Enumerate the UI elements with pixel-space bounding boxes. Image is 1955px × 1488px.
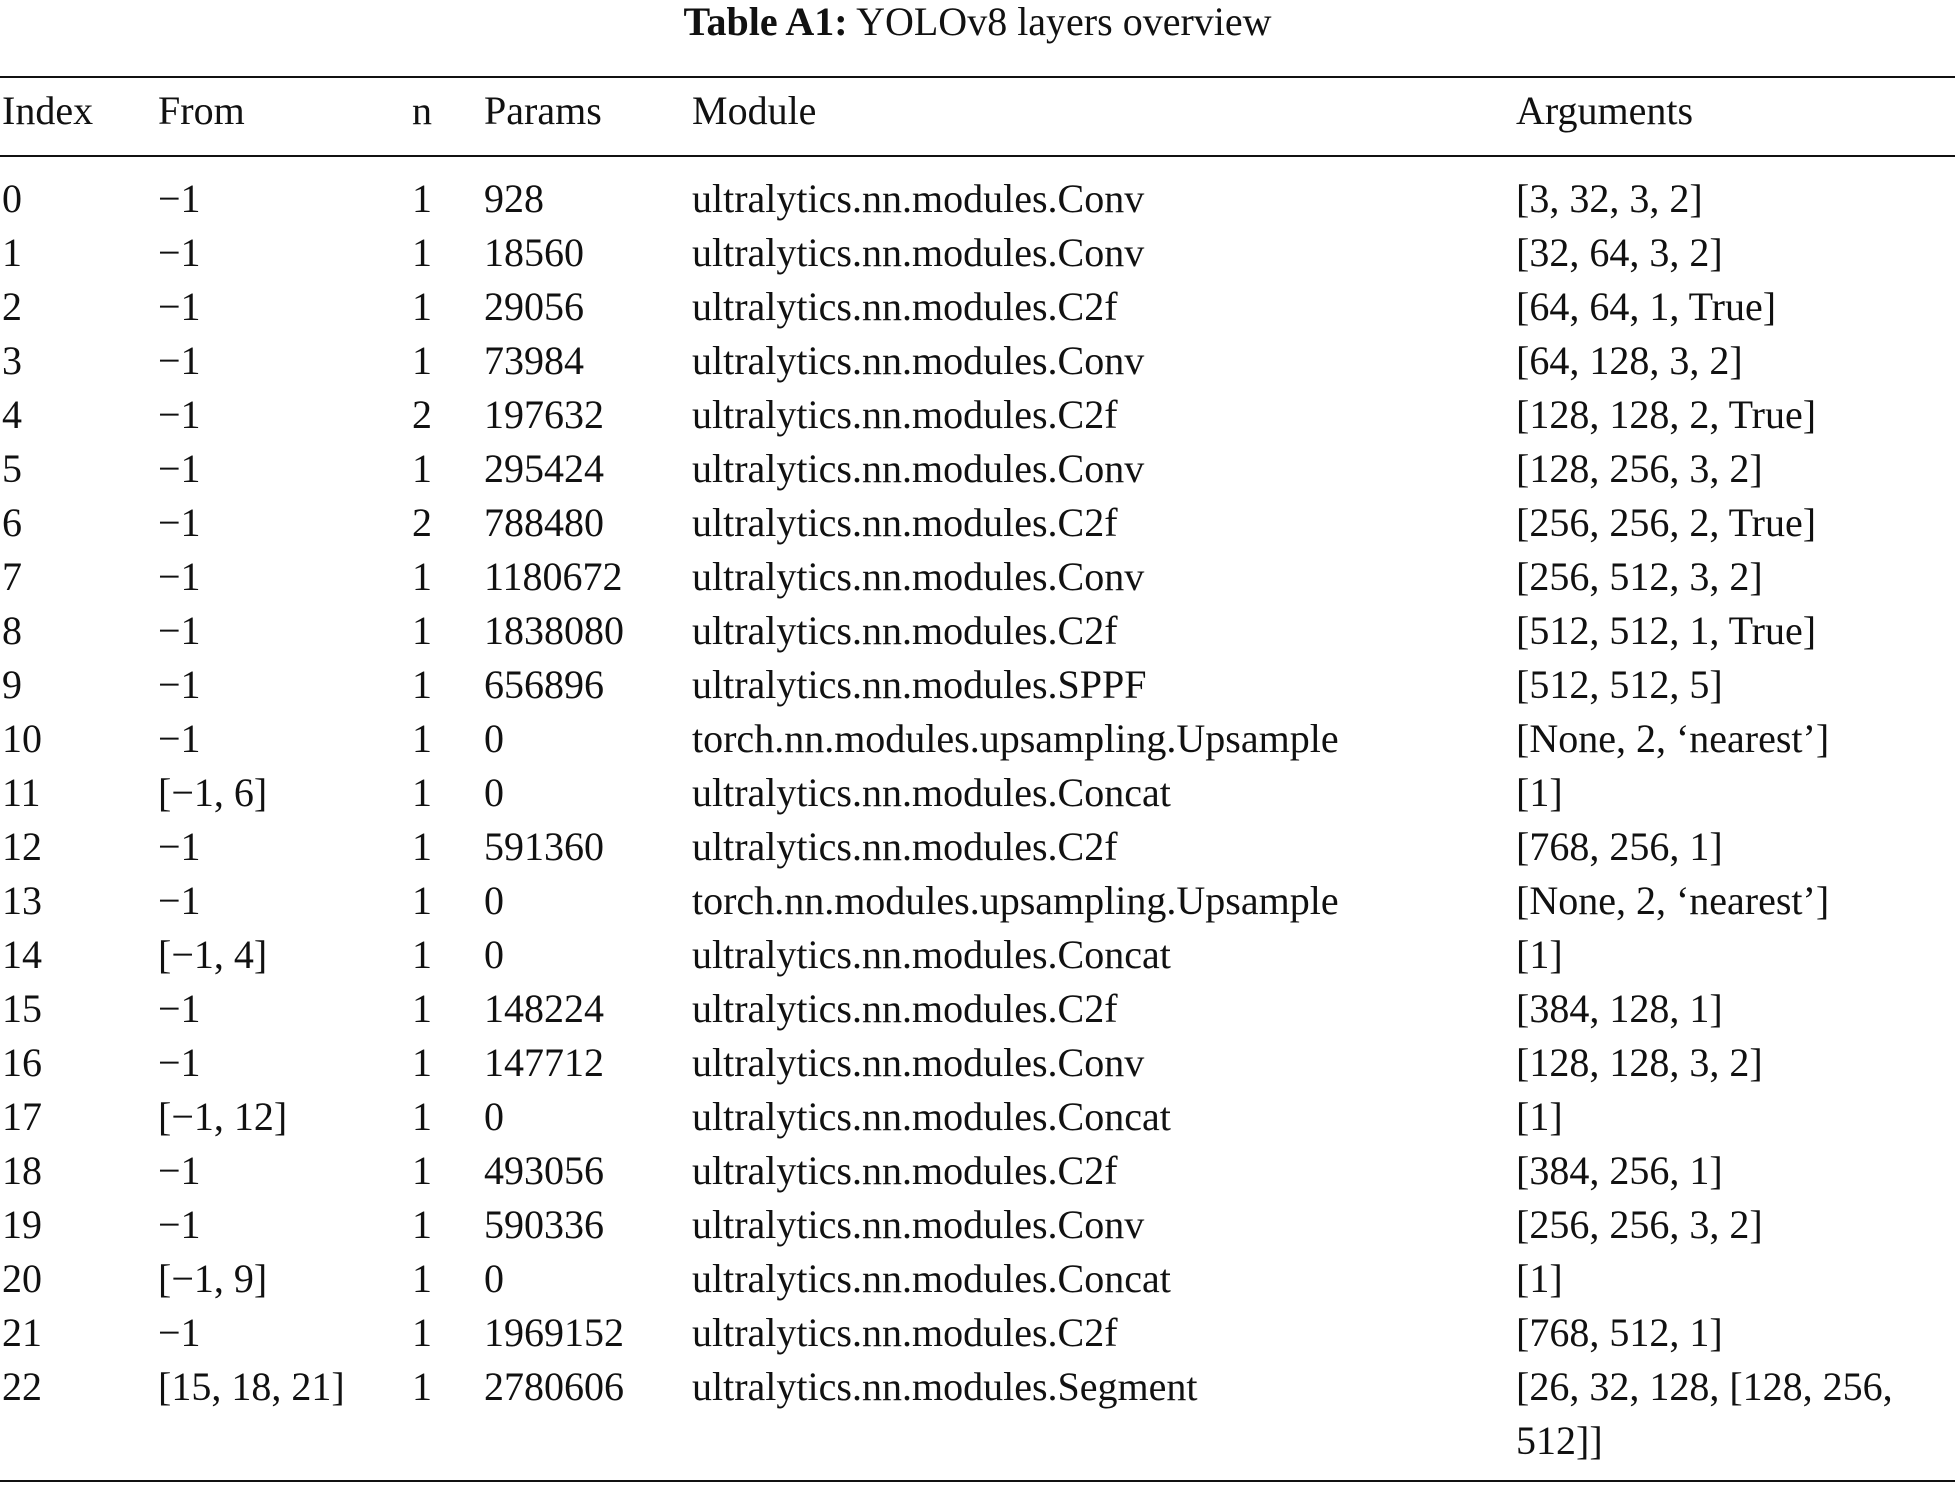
cell-index: 4 — [2, 392, 22, 437]
cell-index: 22 — [2, 1364, 42, 1409]
cell-n: 2 — [412, 500, 432, 545]
cell-module: ultralytics.nn.modules.Conv — [692, 446, 1145, 491]
cell-n: 1 — [412, 608, 432, 653]
cell-params: 788480 — [484, 500, 604, 545]
cell-index: 11 — [2, 770, 41, 815]
cell-from: −1 — [158, 824, 201, 869]
table-row — [0, 604, 1955, 658]
bottom-rule — [0, 1480, 1955, 1482]
cell-from: −1 — [158, 176, 201, 221]
cell-params: 197632 — [484, 392, 604, 437]
cell-module: ultralytics.nn.modules.Conv — [692, 230, 1145, 275]
cell-from: −1 — [158, 608, 201, 653]
cell-arguments: [768, 256, 1] — [1516, 824, 1723, 869]
table-row — [0, 550, 1955, 604]
cell-module: ultralytics.nn.modules.C2f — [692, 500, 1118, 545]
table-row — [0, 928, 1955, 982]
table-caption-title: YOLOv8 layers overview — [856, 0, 1272, 44]
cell-arguments: [256, 512, 3, 2] — [1516, 554, 1763, 599]
cell-module: ultralytics.nn.modules.Conv — [692, 176, 1145, 221]
table-row — [0, 172, 1955, 226]
cell-arguments: [384, 128, 1] — [1516, 986, 1723, 1031]
cell-module: ultralytics.nn.modules.Concat — [692, 932, 1171, 977]
table-row — [0, 496, 1955, 550]
cell-module: ultralytics.nn.modules.C2f — [692, 1310, 1118, 1355]
cell-params: 0 — [484, 1256, 504, 1301]
cell-index: 9 — [2, 662, 22, 707]
cell-arguments: [64, 128, 3, 2] — [1516, 338, 1743, 383]
cell-arguments: [128, 128, 2, True] — [1516, 392, 1817, 437]
cell-arguments: [384, 256, 1] — [1516, 1148, 1723, 1193]
cell-index: 16 — [2, 1040, 42, 1085]
cell-n: 1 — [412, 284, 432, 329]
cell-module: ultralytics.nn.modules.Conv — [692, 338, 1145, 383]
cell-arguments: [3, 32, 3, 2] — [1516, 176, 1703, 221]
cell-params: 1969152 — [484, 1310, 624, 1355]
cell-module: ultralytics.nn.modules.SPPF — [692, 662, 1147, 707]
cell-arguments: [32, 64, 3, 2] — [1516, 230, 1723, 275]
header-index: Index — [2, 88, 94, 133]
table-row — [0, 658, 1955, 712]
cell-from: [−1, 6] — [158, 770, 268, 815]
table-header-row — [0, 84, 1955, 138]
cell-index: 15 — [2, 986, 42, 1031]
cell-module: ultralytics.nn.modules.Conv — [692, 1040, 1145, 1085]
cell-arguments: [None, 2, ‘nearest’] — [1516, 878, 1830, 923]
cell-params: 0 — [484, 1094, 504, 1139]
cell-arguments: [1] — [1516, 932, 1563, 977]
cell-module: torch.nn.modules.upsampling.Upsample — [692, 716, 1339, 761]
cell-n: 1 — [412, 986, 432, 1031]
cell-params: 1838080 — [484, 608, 624, 653]
cell-n: 1 — [412, 554, 432, 599]
cell-module: ultralytics.nn.modules.Concat — [692, 770, 1171, 815]
table-row — [0, 1036, 1955, 1090]
cell-arguments: [768, 512, 1] — [1516, 1310, 1723, 1355]
cell-params: 928 — [484, 176, 544, 221]
cell-module: ultralytics.nn.modules.C2f — [692, 1148, 1118, 1193]
cell-index: 5 — [2, 446, 22, 491]
cell-from: −1 — [158, 1040, 201, 1085]
header-n: n — [412, 88, 432, 133]
cell-params: 493056 — [484, 1148, 604, 1193]
cell-module: ultralytics.nn.modules.C2f — [692, 392, 1118, 437]
cell-arguments: [128, 128, 3, 2] — [1516, 1040, 1763, 1085]
cell-arguments: [512, 512, 1, True] — [1516, 608, 1817, 653]
cell-n: 1 — [412, 1040, 432, 1085]
cell-params: 148224 — [484, 986, 604, 1031]
header-params: Params — [484, 88, 602, 133]
table-row — [0, 820, 1955, 874]
cell-arguments: [1] — [1516, 1256, 1563, 1301]
cell-n: 1 — [412, 1256, 432, 1301]
cell-index: 13 — [2, 878, 42, 923]
table-row — [0, 766, 1955, 820]
table-row — [0, 982, 1955, 1036]
cell-index: 12 — [2, 824, 42, 869]
cell-from: −1 — [158, 662, 201, 707]
cell-n: 1 — [412, 770, 432, 815]
cell-from: [15, 18, 21] — [158, 1364, 345, 1409]
cell-from: −1 — [158, 716, 201, 761]
table-caption-label: Table A1: — [683, 0, 848, 44]
cell-params: 73984 — [484, 338, 584, 383]
cell-from: −1 — [158, 1310, 201, 1355]
cell-index: 18 — [2, 1148, 42, 1193]
cell-module: ultralytics.nn.modules.Conv — [692, 554, 1145, 599]
cell-from: −1 — [158, 1202, 201, 1247]
cell-from: [−1, 9] — [158, 1256, 268, 1301]
cell-from: −1 — [158, 986, 201, 1031]
table-row — [0, 874, 1955, 928]
table-row — [0, 712, 1955, 766]
cell-n: 1 — [412, 932, 432, 977]
cell-module: ultralytics.nn.modules.Conv — [692, 1202, 1145, 1247]
cell-index: 7 — [2, 554, 22, 599]
cell-module: torch.nn.modules.upsampling.Upsample — [692, 878, 1339, 923]
table-caption — [0, 0, 1955, 44]
cell-from: −1 — [158, 230, 201, 275]
cell-arguments: [64, 64, 1, True] — [1516, 284, 1777, 329]
cell-params: 295424 — [484, 446, 604, 491]
cell-from: [−1, 4] — [158, 932, 268, 977]
cell-n: 1 — [412, 824, 432, 869]
header-from: From — [158, 88, 245, 133]
cell-n: 1 — [412, 1202, 432, 1247]
cell-index: 2 — [2, 284, 22, 329]
table-row — [0, 1090, 1955, 1144]
table-row — [0, 442, 1955, 496]
cell-index: 14 — [2, 932, 42, 977]
cell-module: ultralytics.nn.modules.C2f — [692, 824, 1118, 869]
table-row — [0, 388, 1955, 442]
cell-n: 1 — [412, 716, 432, 761]
table-row — [0, 1360, 1955, 1463]
cell-module: ultralytics.nn.modules.C2f — [692, 986, 1118, 1031]
header-arguments: Arguments — [1516, 88, 1694, 133]
cell-arguments: [256, 256, 2, True] — [1516, 500, 1817, 545]
cell-index: 10 — [2, 716, 42, 761]
header-rule — [0, 155, 1955, 157]
cell-arguments: [512, 512, 5] — [1516, 662, 1723, 707]
table-row — [0, 226, 1955, 280]
cell-index: 19 — [2, 1202, 42, 1247]
cell-params: 0 — [484, 770, 504, 815]
cell-params: 29056 — [484, 284, 584, 329]
cell-index: 1 — [2, 230, 22, 275]
cell-from: −1 — [158, 1148, 201, 1193]
cell-from: [−1, 12] — [158, 1094, 288, 1139]
cell-n: 1 — [412, 338, 432, 383]
cell-n: 1 — [412, 230, 432, 275]
table-row — [0, 1306, 1955, 1360]
cell-n: 1 — [412, 176, 432, 221]
cell-params: 590336 — [484, 1202, 604, 1247]
cell-arguments: [1] — [1516, 1094, 1563, 1139]
cell-from: −1 — [158, 392, 201, 437]
cell-n: 1 — [412, 878, 432, 923]
cell-params: 2780606 — [484, 1364, 624, 1409]
cell-from: −1 — [158, 284, 201, 329]
cell-from: −1 — [158, 338, 201, 383]
cell-params: 1180672 — [484, 554, 623, 599]
cell-n: 1 — [412, 662, 432, 707]
cell-module: ultralytics.nn.modules.Segment — [692, 1364, 1198, 1409]
cell-index: 0 — [2, 176, 22, 221]
cell-params: 0 — [484, 932, 504, 977]
cell-params: 147712 — [484, 1040, 604, 1085]
cell-index: 21 — [2, 1310, 42, 1355]
table-row — [0, 1144, 1955, 1198]
cell-arguments: [128, 256, 3, 2] — [1516, 446, 1763, 491]
table-row — [0, 280, 1955, 334]
cell-n: 2 — [412, 392, 432, 437]
cell-index: 20 — [2, 1256, 42, 1301]
cell-module: ultralytics.nn.modules.C2f — [692, 608, 1118, 653]
cell-from: −1 — [158, 554, 201, 599]
cell-arguments: [26, 32, 128, [128, 256, 512]] — [1516, 1364, 1893, 1463]
cell-params: 591360 — [484, 824, 604, 869]
cell-module: ultralytics.nn.modules.C2f — [692, 284, 1118, 329]
cell-module: ultralytics.nn.modules.Concat — [692, 1094, 1171, 1139]
cell-arguments: [1] — [1516, 770, 1563, 815]
cell-index: 17 — [2, 1094, 42, 1139]
table-row — [0, 334, 1955, 388]
cell-arguments: [None, 2, ‘nearest’] — [1516, 716, 1830, 761]
cell-params: 656896 — [484, 662, 604, 707]
cell-from: −1 — [158, 446, 201, 491]
cell-n: 1 — [412, 1364, 432, 1409]
header-module: Module — [692, 88, 817, 133]
cell-from: −1 — [158, 878, 201, 923]
cell-n: 1 — [412, 1148, 432, 1193]
cell-params: 0 — [484, 878, 504, 923]
top-rule — [0, 76, 1955, 78]
cell-module: ultralytics.nn.modules.Concat — [692, 1256, 1171, 1301]
cell-arguments: [256, 256, 3, 2] — [1516, 1202, 1763, 1247]
cell-n: 1 — [412, 1310, 432, 1355]
cell-params: 0 — [484, 716, 504, 761]
cell-n: 1 — [412, 1094, 432, 1139]
cell-index: 6 — [2, 500, 22, 545]
cell-from: −1 — [158, 500, 201, 545]
cell-index: 8 — [2, 608, 22, 653]
table-row — [0, 1252, 1955, 1306]
cell-params: 18560 — [484, 230, 584, 275]
cell-n: 1 — [412, 446, 432, 491]
table-row — [0, 1198, 1955, 1252]
cell-index: 3 — [2, 338, 22, 383]
